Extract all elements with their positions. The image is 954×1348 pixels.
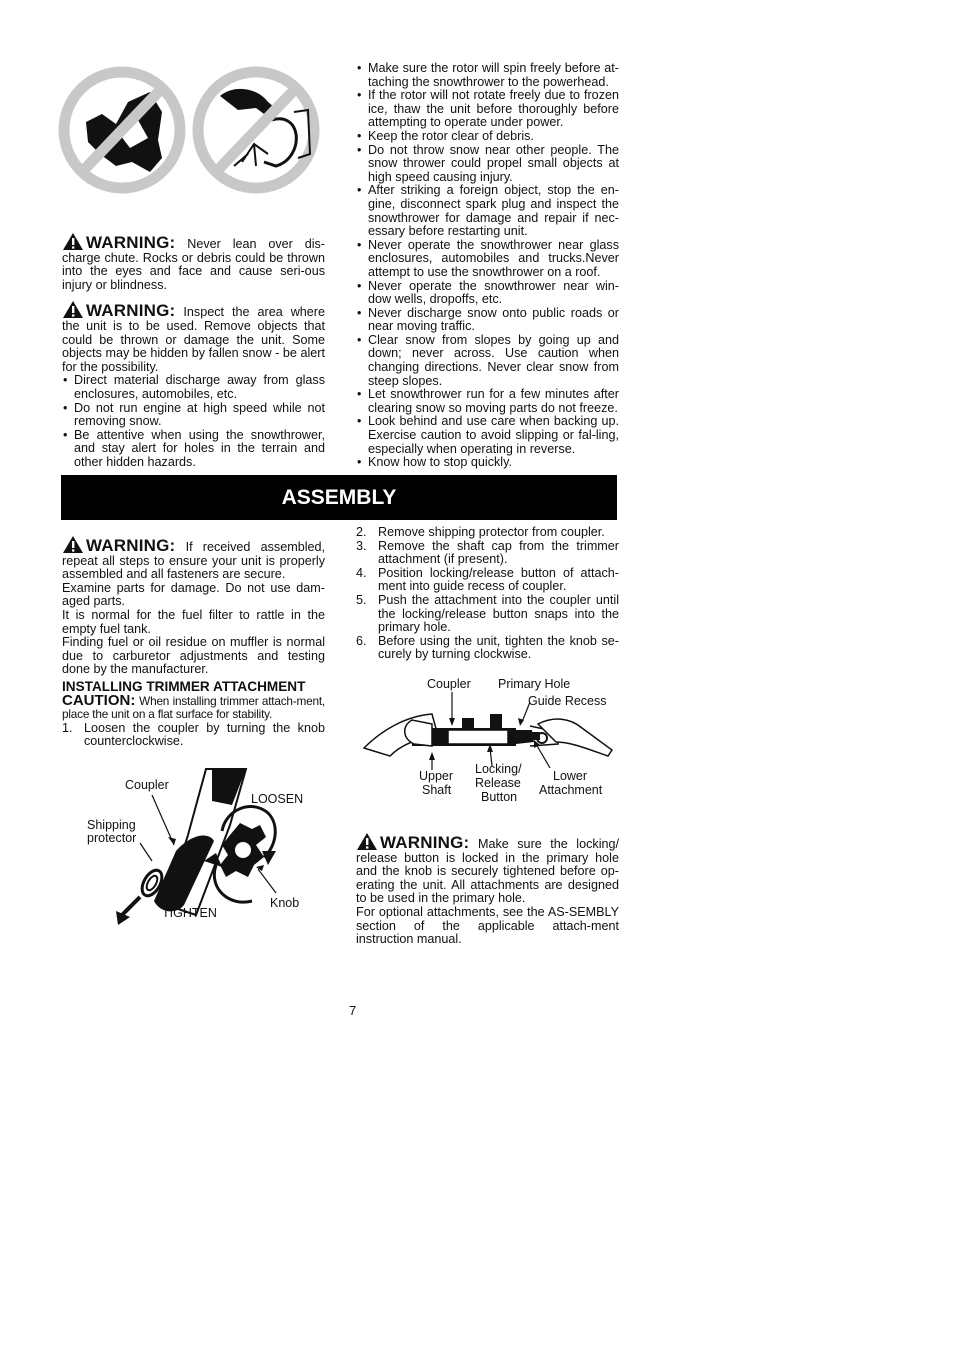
tighten-label: TIGHTEN <box>162 906 217 920</box>
step-number: 6. <box>356 633 367 648</box>
step-text: Push the attachment into the coupler until the locking/release button snaps into the primary hole. <box>378 592 619 635</box>
list-item: • Do not throw snow near other people. The snow thrower could propel small objects at high speed causing injury. <box>356 144 619 185</box>
paragraph: It is normal for the fuel filter to rattle in the empty fuel tank. <box>62 607 325 636</box>
step-text: Loosen the coupler by turning the knob counterclockwise. <box>84 720 325 749</box>
locking-release-label-line2: Release <box>475 776 521 790</box>
prohibition-pictogram <box>58 62 324 198</box>
warning-label: WARNING: <box>86 536 176 555</box>
section-banner <box>61 475 617 520</box>
list-item: • Make sure the rotor will spin freely before at-taching the snowthrower to the powerhead. <box>356 62 619 89</box>
locking-release-label-line3: Button <box>481 790 518 804</box>
step-text: Remove the shaft cap from the trimmer attachment (if present). <box>378 538 619 567</box>
warning-text: Never lean over dis-charge chute. Rocks or debris could be thrown into the eyes and face and cause seri-ous injury or blindness. <box>62 237 325 292</box>
assembly-steps <box>356 526 619 662</box>
lower-attachment-label-line1: Lower <box>553 769 588 783</box>
no-leaning-over-chute-icon <box>64 72 180 188</box>
list-item: • Let snowthrower run for a few minutes after clearing snow so moving parts do not freeze. <box>356 388 619 415</box>
caution-label: CAUTION: <box>62 691 136 709</box>
list-item: • Be attentive when using the snowthrower, and stay alert for holes in the terrain and other hidden hazards. <box>62 429 325 470</box>
paragraph: Finding fuel or oil residue on muffler is normal due to carburetor adjustments and testing done by the manufacturer. <box>62 635 325 677</box>
list-item: • Never operate the snowthrower near glass enclosures, automobiles and trucks.Never attempt to use the snowthrower on a roof. <box>356 239 619 280</box>
coupler-label: Coupler <box>125 778 169 792</box>
step-item <box>356 526 619 540</box>
coupler-knob-figure <box>80 765 330 925</box>
warning-label: WARNING: <box>86 233 176 252</box>
attachment-coupling-figure <box>362 672 618 808</box>
step-item <box>356 594 619 635</box>
locking-release-label-line1: Locking/ <box>475 762 522 776</box>
warning-triangle-icon <box>62 232 84 251</box>
top-left-column <box>62 232 325 470</box>
list-item: • After striking a foreign object, stop the en-gine, disconnect spark plug and inspect the snowthrower for damage and repair if nec-essary before restarting unit. <box>356 184 619 238</box>
paragraph: Examine parts for damage. Do not use dam-aged parts. <box>62 580 325 609</box>
paragraph: For optional attachments, see the AS-SEMBLY section of the applicable attach-ment instruction manual. <box>356 904 619 947</box>
warning-label: WARNING: <box>86 301 176 321</box>
warning-locking-button <box>356 832 619 906</box>
shipping-protector-label-line1: Shipping <box>87 818 136 832</box>
step-item <box>356 635 619 662</box>
upper-shaft-label-line2: Shaft <box>422 783 452 797</box>
loosen-label: LOOSEN <box>251 792 304 806</box>
warning-received-assembled <box>62 535 325 582</box>
upper-shaft-label-line1: Upper <box>419 769 454 783</box>
caution-stable-surface <box>62 691 325 722</box>
warning-triangle-icon <box>356 832 378 851</box>
page-number: 7 <box>349 1003 357 1018</box>
coupler-label: Coupler <box>427 677 471 691</box>
section-title: ASSEMBLY <box>281 485 397 509</box>
warning-text: Make sure the locking/ release button is locked in the primary hole and the knob is securely tightened before op-erating the unit. All attachments are designed to be used in the primary hole. <box>356 836 619 906</box>
step-number: 1. <box>62 720 73 735</box>
step-text: Position locking/release button of attach-ment into guide recess of coupler. <box>378 565 619 594</box>
lower-attachment-label-line2: Attachment <box>539 783 603 797</box>
list-item: • Never discharge snow onto public roads or near moving traffic. <box>356 307 619 334</box>
step-number: 2. <box>356 525 367 539</box>
shipping-protector-label-line2: protector <box>87 831 137 845</box>
assembly-left-column <box>62 535 325 749</box>
step-text: Before using the unit, tighten the knob se-curely by turning clockwise. <box>378 633 619 662</box>
list-item: • Do not run engine at high speed while not removing snow. <box>62 402 325 429</box>
warning-triangle-icon <box>62 535 84 554</box>
list-item: • Never operate the snowthrower near win-dow wells, dropoffs, etc. <box>356 280 619 307</box>
safety-bullet-list <box>356 62 619 470</box>
step-item <box>356 540 619 567</box>
list-item: • Look behind and use care when backing up. Exercise caution to avoid slipping or fal-ling, especially when operating in reverse. <box>356 415 619 456</box>
step-item <box>356 567 619 594</box>
list-item: • If the rotor will not rotate freely due to frozen ice, thaw the unit before thoroughly before attempting to operate under power. <box>356 89 619 130</box>
caution-text: When installing trimmer attach-ment, place the unit on a flat surface for stability. <box>62 693 325 722</box>
list-item: • Clear snow from slopes by going up and down; never across. Use caution when changing directions. Never clear snow from steep slopes. <box>356 334 619 388</box>
no-face-near-debris-icon <box>198 72 314 188</box>
assembly-steps <box>62 722 325 749</box>
list-item: • Keep the rotor clear of debris. <box>356 130 619 144</box>
step-number: 4. <box>356 565 367 580</box>
safety-bullet-list <box>62 374 325 469</box>
warning-triangle-icon <box>62 300 84 319</box>
primary-hole-label: Primary Hole <box>498 677 571 691</box>
warning-text: Inspect the area where the unit is to be used. Remove objects that could be thrown or damage the unit. Some objects may be hidden by fallen snow - be alert for the possibility. <box>62 305 325 374</box>
list-item: • Know how to stop quickly. <box>356 456 619 470</box>
section-subheading: INSTALLING TRIMMER ATTACHMENT <box>62 678 306 694</box>
warning-text: If received assembled, repeat all steps to ensure your unit is properly assembled and all fasteners are secure. <box>62 540 325 582</box>
knob-label: Knob <box>270 896 300 910</box>
step-text: Remove shipping protector from coupler. <box>378 525 605 539</box>
warning-lean-chute <box>62 232 325 292</box>
list-item: • Direct material discharge away from glass enclosures, automobiles, etc. <box>62 374 325 401</box>
step-number: 3. <box>356 538 367 553</box>
top-right-column <box>356 62 619 470</box>
guide-recess-label: Guide Recess <box>528 694 607 708</box>
warning-inspect-area <box>62 300 325 374</box>
step-item <box>62 722 325 749</box>
warning-label: WARNING: <box>380 832 470 852</box>
step-number: 5. <box>356 592 367 607</box>
